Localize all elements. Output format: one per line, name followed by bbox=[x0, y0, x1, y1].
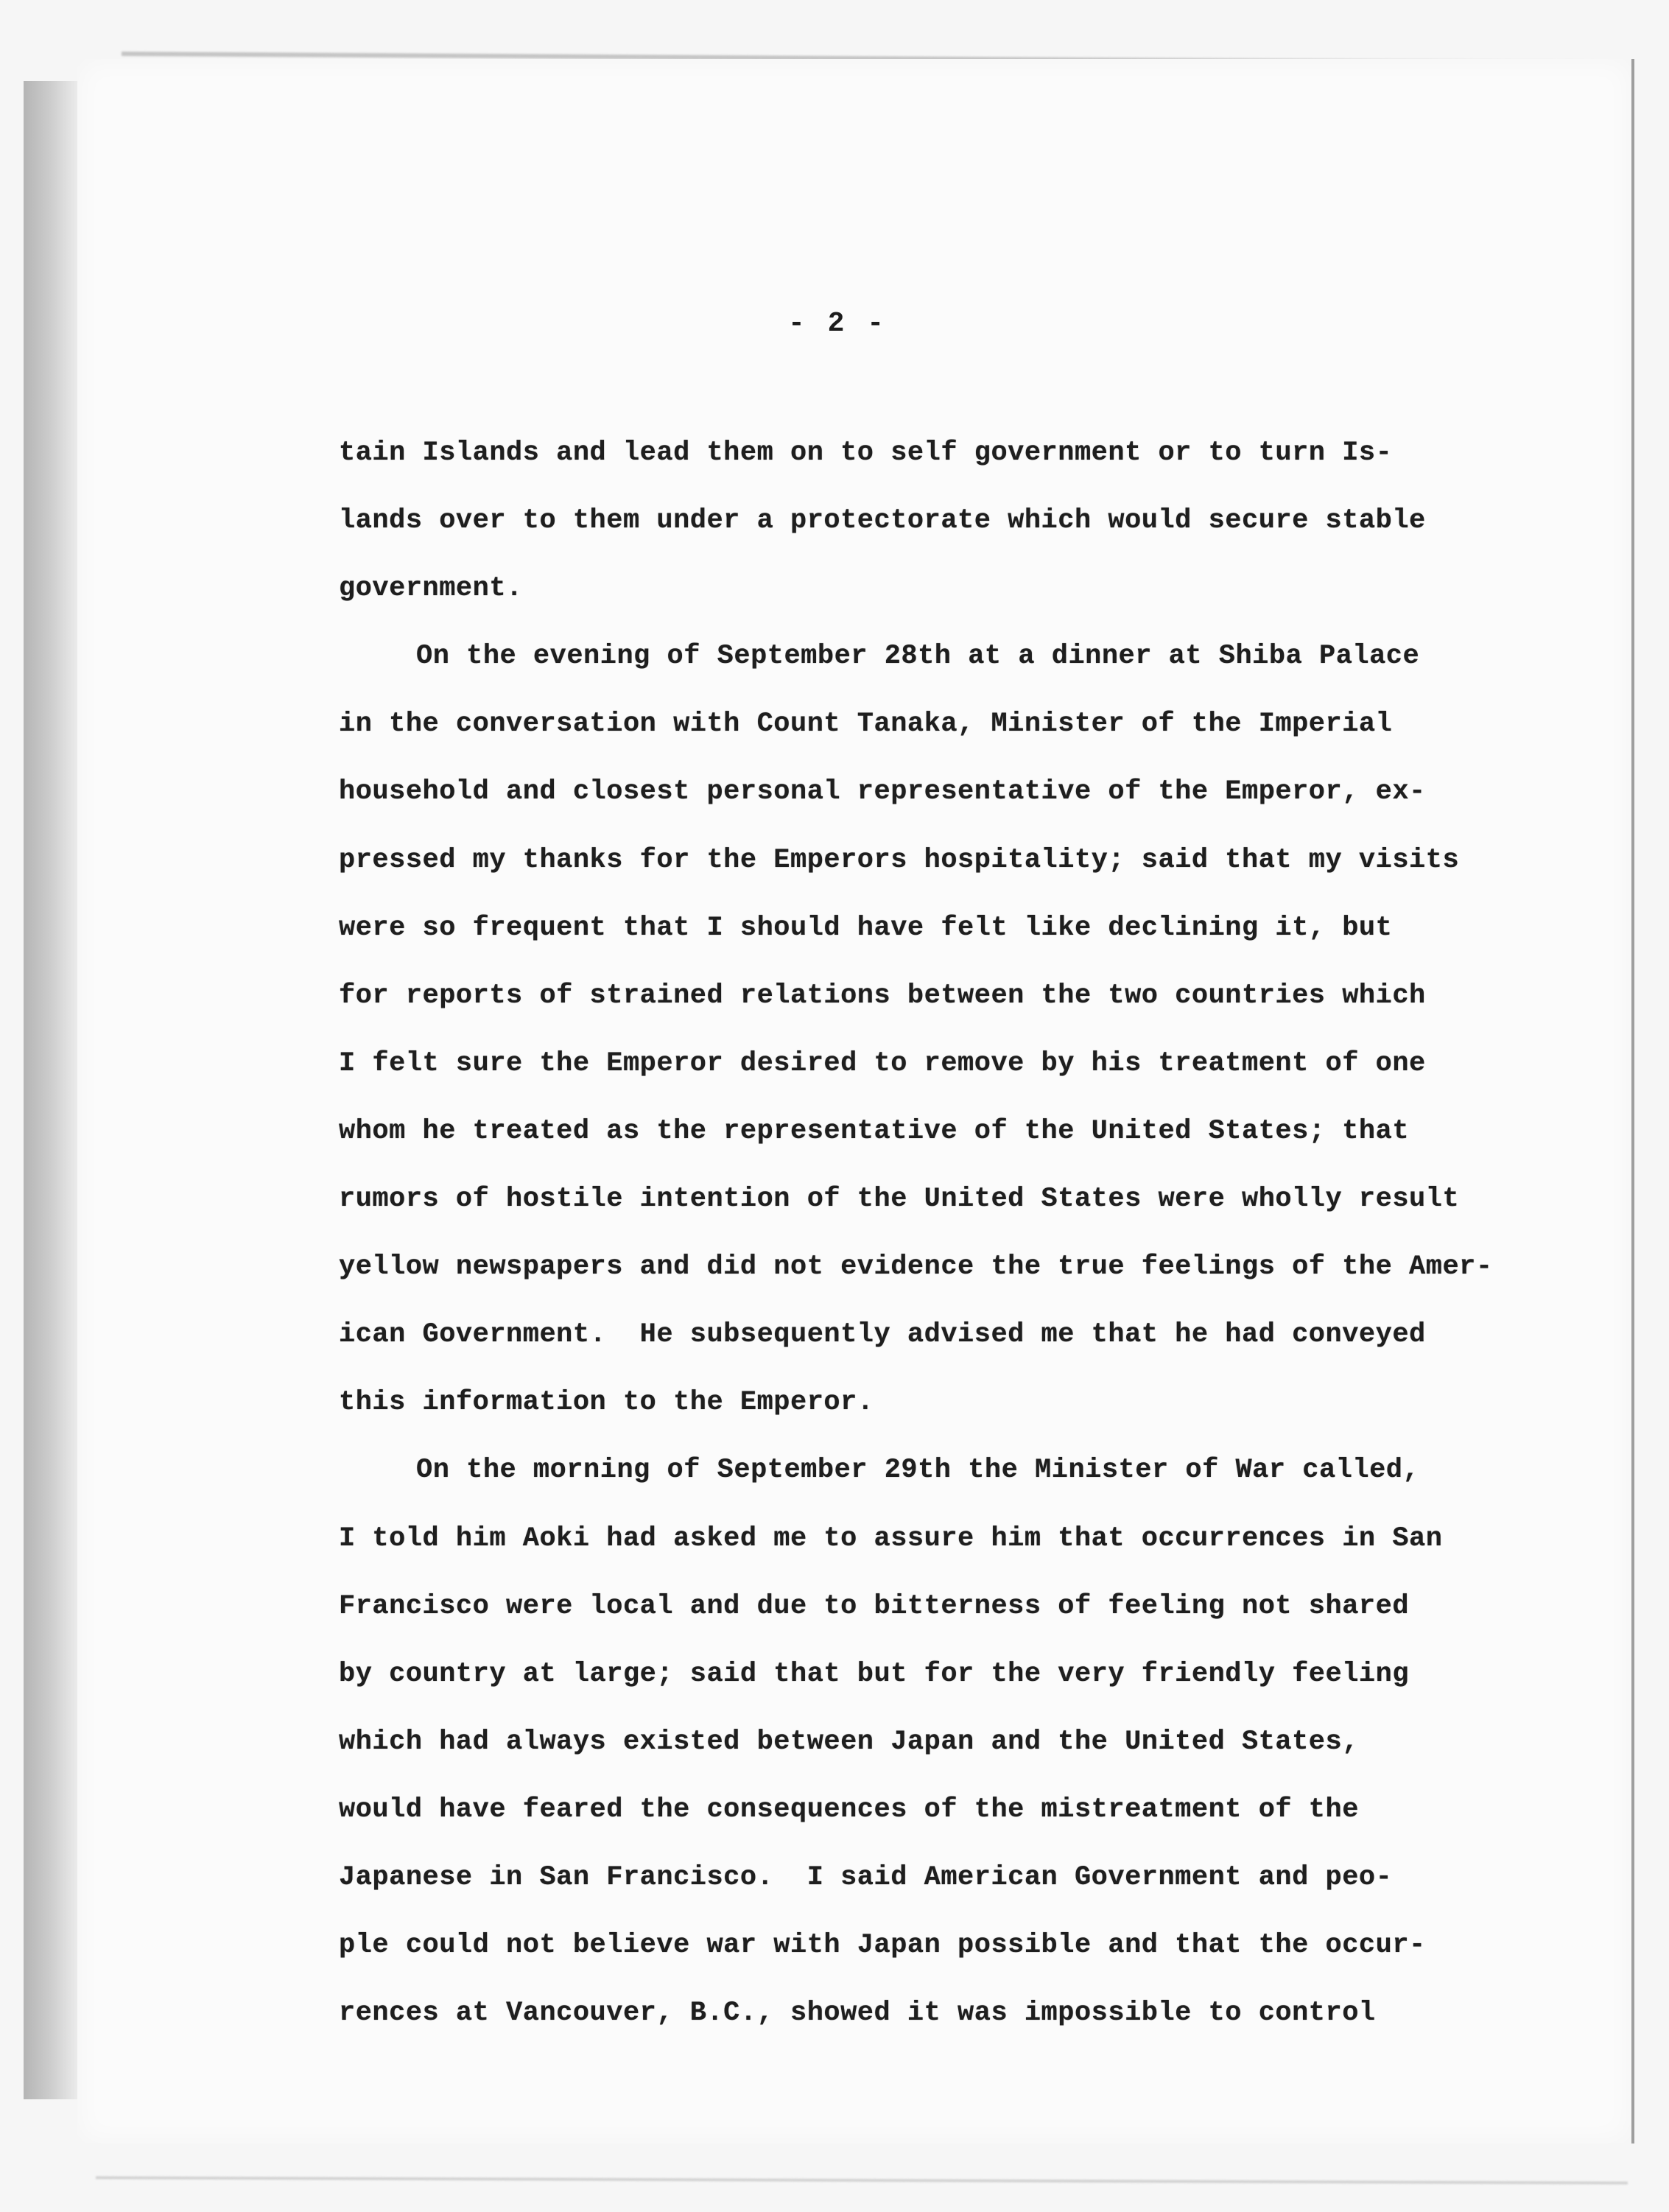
text-line: ple could not believe war with Japan possible and that the occur- bbox=[339, 1930, 1426, 1962]
text-line: would have feared the consequences of the mistreatment of the bbox=[339, 1794, 1359, 1825]
text-line: which had always existed between Japan and the United States, bbox=[339, 1726, 1359, 1758]
text-line: Japanese in San Francisco. I said American Government and peo- bbox=[339, 1861, 1393, 1893]
text-line: in the conversation with Count Tanaka, Minister of the Imperial bbox=[339, 709, 1393, 740]
page-number: - 2 - bbox=[788, 308, 888, 340]
document-body bbox=[339, 431, 1493, 2059]
text-line: household and closest personal representative of the Emperor, ex- bbox=[339, 776, 1426, 808]
text-line: government. bbox=[339, 573, 523, 605]
text-line: were so frequent that I should have felt like declining it, but bbox=[339, 912, 1393, 944]
text-line: rumors of hostile intention of the United States were wholly result bbox=[339, 1184, 1460, 1215]
text-line: this information to the Emperor. bbox=[339, 1387, 874, 1419]
text-line: whom he treated as the representative of the United States; that bbox=[339, 1115, 1410, 1147]
text-line: rences at Vancouver, B.C., showed it was impossible to control bbox=[339, 1998, 1376, 2029]
text-line: tain Islands and lead them on to self government or to turn Is- bbox=[339, 438, 1393, 468]
paragraph-start-line: On the morning of September 29th the Minister of War called, bbox=[416, 1455, 1420, 1486]
text-line: by country at large; said that but for the very friendly feeling bbox=[339, 1658, 1410, 1690]
text-line: pressed my thanks for the Emperors hospitality; said that my visits bbox=[339, 844, 1460, 876]
text-line: I told him Aoki had asked me to assure him that occurrences in San bbox=[339, 1523, 1443, 1554]
text-line: yellow newspapers and did not evidence the true feelings of the Amer- bbox=[339, 1251, 1493, 1283]
page-left-shadow bbox=[24, 81, 81, 2099]
text-line: Francisco were local and due to bitterness of feeling not shared bbox=[339, 1590, 1410, 1622]
text-line: lands over to them under a protectorate which would secure stable bbox=[339, 505, 1426, 537]
text-line: I felt sure the Emperor desired to remove by his treatment of one bbox=[339, 1047, 1426, 1079]
text-line: for reports of strained relations between the two countries which bbox=[339, 980, 1426, 1011]
paragraph-start-line: On the evening of September 28th at a dinner at Shiba Palace bbox=[416, 641, 1420, 673]
text-line: ican Government. He subsequently advised me that he had conveyed bbox=[339, 1319, 1426, 1351]
